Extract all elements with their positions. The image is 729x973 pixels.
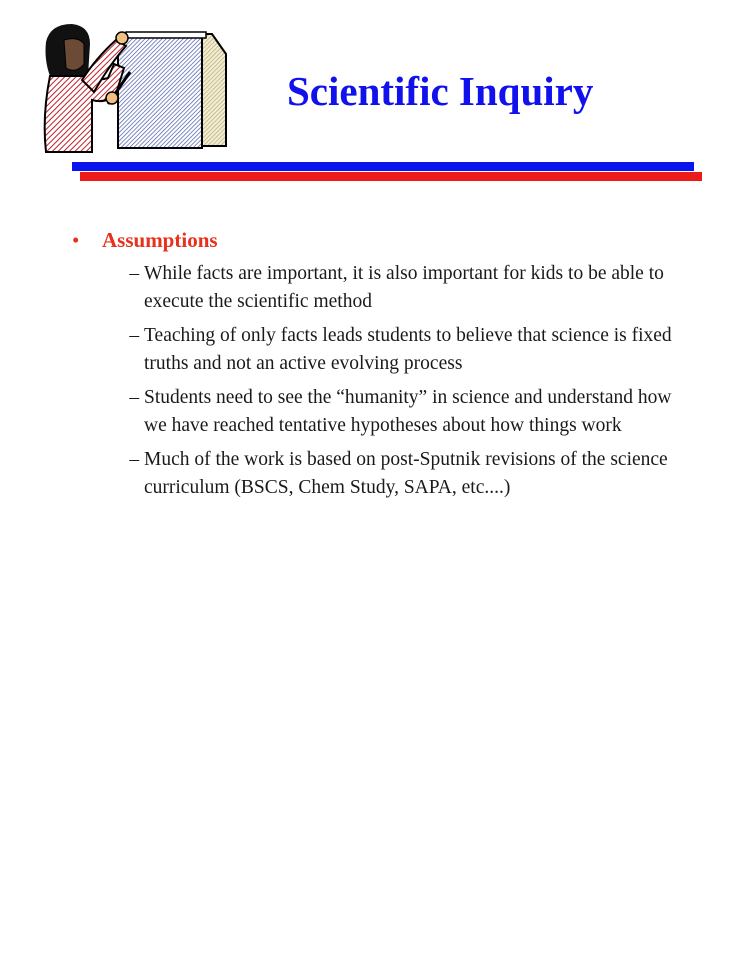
sub-bullet-text: While facts are important, it is also important for kids to be able to execute the scientific method [144,263,664,312]
dash-marker: – [129,449,140,470]
slide-title: Scientific Inquiry [287,68,594,114]
sub-bullet-text: Much of the work is based on post-Sputnik revisions of the science curriculum (BSCS, Chem Study, SAPA, etc....) [144,449,668,498]
bullet-list [72,226,682,508]
bullet-item [72,226,682,502]
title-rule-red [80,172,702,181]
teacher-at-easel-icon [36,20,236,160]
sub-bullet-text: Students need to see the “humanity” in science and understand how we have reached tentative hypotheses about how things work [144,387,672,436]
bullet-heading: Assumptions [102,228,218,252]
sub-bullet-item [72,322,682,378]
sub-bullet-item [72,446,682,502]
dash-marker: – [129,263,140,284]
sub-bullet-text: Teaching of only facts leads students to believe that science is fixed truths and not an active evolving process [144,325,672,374]
title-rule-blue [72,162,694,171]
sub-bullet-list [72,260,682,502]
sub-bullet-item [72,260,682,316]
sub-bullet-item [72,384,682,440]
dash-marker: – [129,325,140,346]
dash-marker: – [129,387,140,408]
bullet-marker: • [72,228,80,252]
